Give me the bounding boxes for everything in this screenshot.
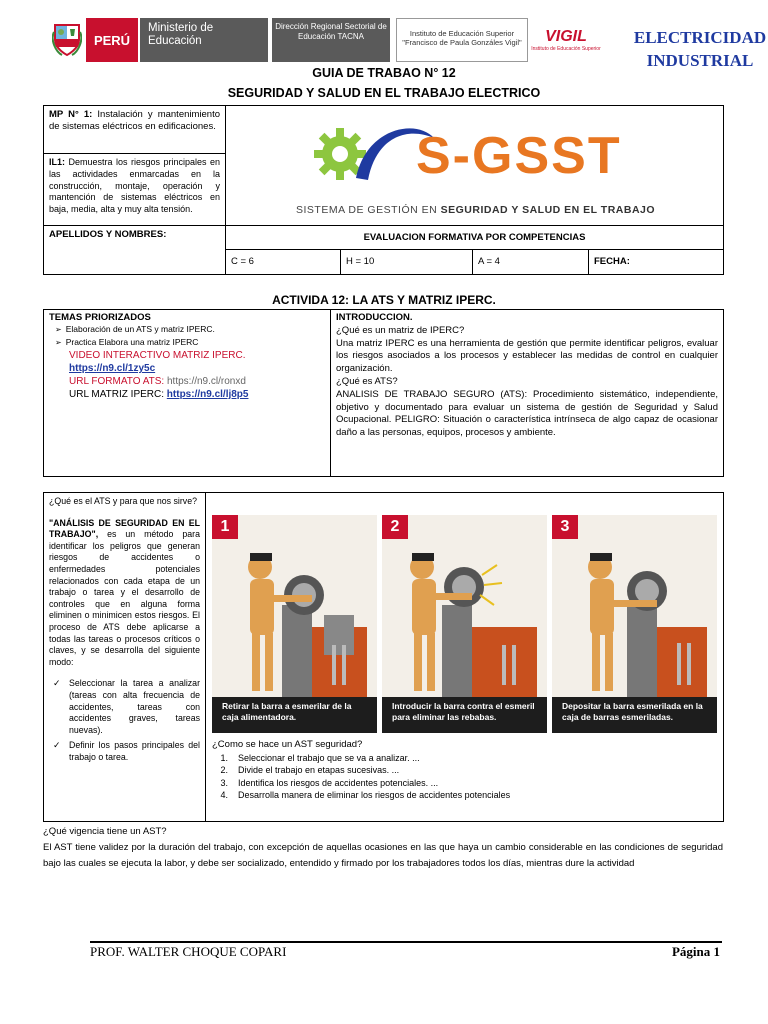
sgsst-subtitle-bold: SEGURIDAD Y SALUD EN EL TRABAJO [440, 204, 656, 216]
footer-divider [90, 941, 722, 943]
list-number: 4. [220, 790, 228, 800]
step-panel [382, 515, 547, 733]
arrow-icon: ➢ [55, 325, 62, 334]
check-icon: ✓ [53, 678, 61, 689]
check-icon: ✓ [53, 740, 61, 751]
list-item [212, 764, 510, 777]
mp-cell [44, 106, 226, 154]
formato-link[interactable]: https://n9.cl/ronxd [166, 376, 246, 387]
video-link-line [49, 362, 325, 375]
a-value: A = 4 [473, 250, 589, 274]
ats-section [43, 492, 724, 822]
il-text: Demuestra los riesgos principales en las actividades enmarcadas en la construcción, montaje, operación y mantención de sistemas eléctricos en baja, media, alta y muy alta tensión. [49, 157, 220, 215]
vigil-text: VIGIL [545, 28, 587, 45]
vigencia-block [43, 824, 723, 872]
intro-cell [331, 310, 723, 476]
intro-answer1: Una matriz IPERC es una herramienta de gestión que permite identificar peligros, evaluar los riesgos asociados a los procesos y establecer las medidas de control en cualquier organización. [336, 337, 718, 375]
list-item [212, 789, 510, 802]
list-item [212, 752, 510, 765]
apellidos-label: APELLIDOS Y NOMBRES: [44, 226, 226, 274]
step-caption: Introducir la barra contra el esmeril para eliminar las rebabas. [382, 697, 547, 733]
footer-author: PROF. WALTER CHOQUE COPARI [90, 944, 287, 959]
intro-answer2: ANALISIS DE TRABAJO SEGURO (ATS): Procedimiento sistemático, independiente, objetivo y documentado para evaluar un sistema de gestión de Seguridad y Salud Ocupacional. PELIGRO: Situación o característica intrínseca de algo capaz de ocasionar daño a las personas, equipos, procesos y ambiente. [336, 388, 718, 439]
temas-item [49, 336, 325, 349]
worker-grinder-illustration [382, 515, 547, 697]
ats-def-bold: "ANÁLISIS DE SEGURIDAD EN EL TRABAJO", [49, 517, 200, 540]
check-text: Seleccionar la tarea a analizar (tareas con alta frecuencia de accidentes, tareas con accidentes graves, tareas nuevas). [69, 678, 200, 735]
ministerio-label: Ministerio de Educación [138, 18, 268, 62]
sgsst-name: S-GSST [416, 127, 622, 185]
step-number: 3 [552, 515, 578, 539]
list-text: Seleccionar el trabajo que se va a analizar. ... [238, 752, 420, 763]
intro-heading: INTRODUCCION. [336, 312, 413, 323]
intro-question1: ¿Qué es un matriz de IPERC? [336, 324, 465, 336]
step-panel [212, 515, 377, 733]
mp-label: MP N° 1: [49, 109, 93, 120]
footer-page-number: Página 1 [671, 944, 720, 959]
worker-grinder-illustration [552, 515, 717, 697]
formato-line [49, 375, 325, 388]
vigencia-question: ¿Qué vigencia tiene un AST? [43, 826, 167, 837]
peru-label: PERÚ [86, 18, 138, 62]
activity-title: ACTIVIDA 12: LA ATS Y MATRIZ IPERC. [272, 293, 496, 307]
howto-title: ¿Como se hace un AST seguridad? [212, 739, 363, 750]
list-number: 2. [220, 765, 228, 775]
ats-definition [49, 518, 200, 669]
step-caption: Retirar la barra a esmerilar de la caja alimentadora. [212, 697, 377, 733]
list-text: Identifica los riesgos de accidentes potenciales. ... [238, 777, 439, 788]
steps-area [206, 493, 723, 821]
check-item [49, 678, 200, 736]
video-link[interactable]: https://n9.cl/1zy5c [69, 363, 156, 374]
check-item [49, 740, 200, 763]
video-label: VIDEO INTERACTIVO MATRIZ IPERC. [69, 350, 246, 361]
howto-list [212, 752, 510, 802]
step-number: 1 [212, 515, 238, 539]
direccion-regional-label: Dirección Regional Sectorial de Educación TACNA [272, 18, 390, 62]
matriz-line [49, 388, 325, 401]
list-text: Desarrolla manera de eliminar los riesgos de accidentes potenciales [238, 790, 511, 800]
info-table [43, 105, 724, 275]
guide-title: GUIA DE TRABAO N° 12 [312, 66, 456, 80]
fecha-label: FECHA: [594, 256, 630, 267]
specialty-line1: ELECTRICIDAD [633, 28, 767, 47]
vigil-logo [530, 18, 602, 62]
guide-subtitle: SEGURIDAD Y SALUD EN EL TRABAJO ELECTRICO [227, 86, 541, 100]
step-number: 2 [382, 515, 408, 539]
vigencia-answer: El AST tiene validez por la duración del trabajo, con excepción de aquellas ocasiones en las que haya un cambio considerable en las condiciones de seguridad bajo las cuales se ejecuta la labor, y debe ser socializado, entendido y firmado por los trabajadores todos los días, mientras dure la actividad [43, 842, 723, 869]
peru-ministry-logo [48, 18, 268, 62]
peru-shield-icon [48, 18, 86, 62]
arrow-icon: ➢ [55, 338, 62, 347]
matriz-label: URL MATRIZ IPERC: [69, 389, 167, 400]
vigil-subtext: Instituto de Educación Superior [531, 46, 601, 52]
howto-block [212, 739, 510, 802]
step-caption: Depositar la barra esmerilada en la caja de barras esmeriladas. [552, 697, 717, 733]
step-panel [552, 515, 717, 733]
specialty-line2: INDUSTRIAL [646, 51, 754, 70]
evaluacion-label: EVALUACION FORMATIVA POR COMPETENCIAS [226, 226, 723, 250]
sgsst-subtitle-plain: SISTEMA DE GESTIÓN EN [296, 204, 441, 216]
il-label: IL1: [49, 157, 66, 167]
il-cell [44, 154, 226, 226]
temas-item-text: Practica Elabora una matriz IPERC [65, 337, 199, 347]
h-value: H = 10 [341, 250, 473, 274]
list-text: Divide el trabajo en etapas sucesivas. ... [238, 765, 400, 775]
ats-description [44, 493, 206, 821]
intro-question2: ¿Qué es ATS? [336, 375, 398, 387]
ats-question: ¿Qué es el ATS y para que nos sirve? [49, 496, 197, 506]
temas-item-text: Elaboración de un ATS y matriz IPERC. [65, 324, 215, 334]
mp-text: Instalación y mantenimiento de sistemas eléctricos en edificaciones. [49, 109, 221, 132]
temas-item [49, 323, 325, 336]
list-number: 3. [220, 777, 228, 788]
c-value: C = 6 [226, 250, 341, 274]
formato-label: URL FORMATO ATS: [69, 376, 167, 387]
ats-def-text: es un método para identificar los peligros que generan riesgos de accidentes o enfermedades potenciales relacionados con cada etapa de un trabajo o tarea y el desarrollo de controles que en alguna forma eliminen o minimicen estos riesgos. El proceso de ATS debe aplicarse a todas las tareas o procesos críticos o claves, y se desarrolla del siguiente modo: [49, 529, 200, 667]
sgsst-logo [226, 106, 723, 226]
sgsst-subtitle [296, 204, 726, 216]
list-number: 1. [220, 752, 228, 763]
matriz-link[interactable]: https://n9.cl/lj8p5 [166, 389, 249, 400]
temas-cell [44, 310, 331, 476]
temas-heading: TEMAS PRIORIZADOS [49, 312, 151, 323]
instituto-label: Instituto de Educación Superior "Francisco de Paula Gonzáles Vigil" [396, 18, 528, 62]
list-item [212, 777, 510, 790]
worker-grinder-illustration [212, 515, 377, 697]
page-header [40, 14, 767, 70]
check-text: Definir los pasos principales del trabajo o tarea. [69, 740, 200, 762]
temas-intro-table [43, 309, 724, 477]
